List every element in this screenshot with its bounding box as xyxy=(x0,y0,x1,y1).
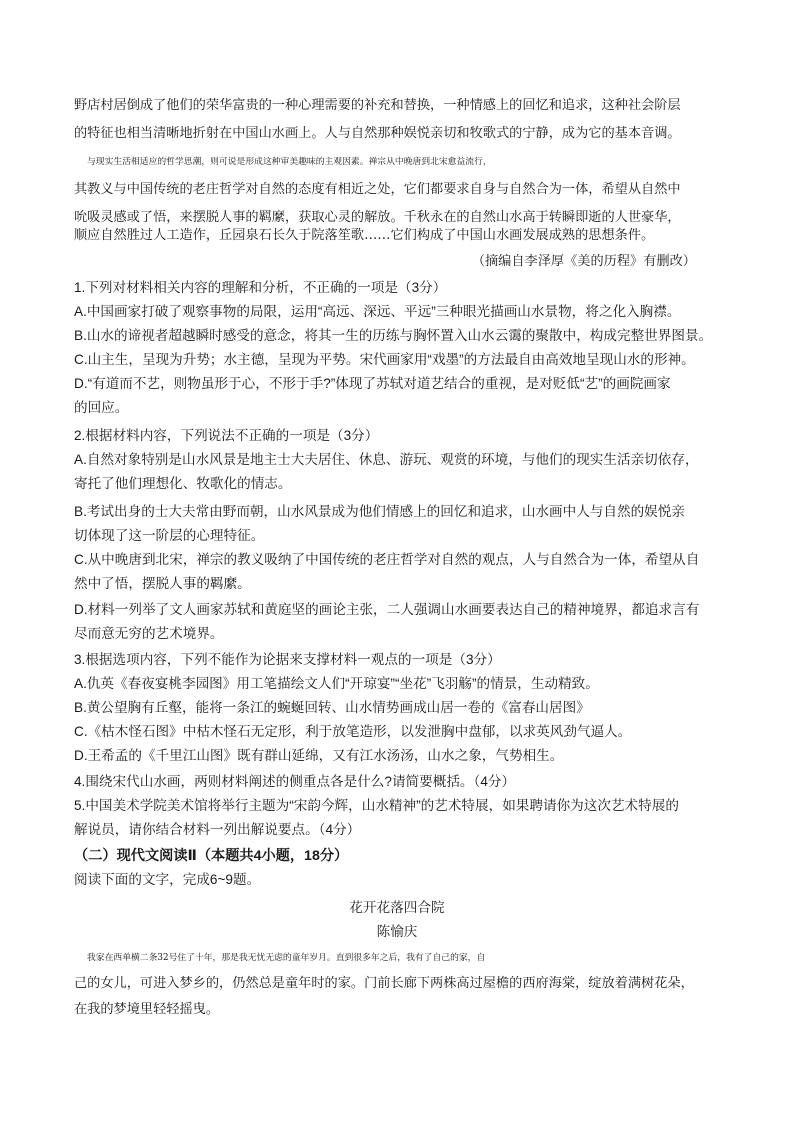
question-2-option-c-cont: 然中了悟，摆脱人事的羁縻。 xyxy=(74,576,251,591)
question-1-option-d: D.“有道而不艺，则物虽形于心，不形于手?”体现了苏轼对道艺结合的重视，是对贬低“艺”的画院画家 xyxy=(74,376,671,391)
article-paragraph-line: 在我的梦境里轻轻摇曳。 xyxy=(74,1002,220,1017)
question-2-option-d: D.材料一列举了文人画家苏轼和黄庭坚的画论主张，二人强调山水画要表达自己的精神境界，都追求言有 xyxy=(74,602,700,617)
question-1-option-a: A.中国画家打破了观察事物的局限，运用“高远、深远、平远”三种眼光描画山水景物，将之化入胸襟。 xyxy=(74,304,681,319)
question-2-option-a: A.自然对象特别是山水风景是地主士大夫居住、休息、游玩、观赏的环境，与他们的现实生活亲切依存， xyxy=(74,452,699,467)
question-3-option-a: A.仇英《春夜宴桃李园图》用工笔描绘文人们“开琼宴”“坐花”飞羽觞”的情景，生动精致。 xyxy=(74,676,599,691)
question-5-cont: 解说员，请你结合材料一列出解说要点。（4分） xyxy=(74,822,361,837)
question-1-option-b: B.山水的谛视者超越瞬时感受的意念，将其一生的历练与胸怀置入山水云霭的聚散中，构成完整世界图景。 xyxy=(74,328,713,343)
article-title: 花开花落四合院 xyxy=(349,900,445,915)
question-2-stem: 2.根据材料内容，下列说法不正确的一项是（3分） xyxy=(74,428,379,443)
question-2-option-b: B.考试出身的士大夫常由野而朝，山水风景成为他们情感上的回忆和追求，山水画中人与自然的娱悦亲 xyxy=(74,504,685,519)
question-2-option-b-cont: 切体现了这一阶层的心理特征。 xyxy=(74,528,265,543)
question-1-option-c: C.山主生，呈现为升势；水主德，呈现为平势。宋代画家用“戏墨”的方法最自由高效地呈现山水的形神。 xyxy=(74,352,695,367)
material-one-line: 与现实生活相适应的哲学思潮，则可说是形成这种审美趣味的主观因素。禅宗从中晚唐到北宋愈益流行， xyxy=(87,157,492,167)
question-3-option-c: C.《枯木怪石图》中枯木怪石无定形，利于放笔造形，以发泄胸中盘郁，以求英风劲气逼人。 xyxy=(74,724,632,739)
material-one-line: 野店村居倒成了他们的荣华富贵的一种心理需要的补充和替换，一种情感上的回忆和追求，这种社会阶层 xyxy=(74,98,681,113)
question-3-stem: 3.根据选项内容，下列不能作为论据来支撑材料一观点的一项是（3分） xyxy=(74,652,501,667)
question-4: 4.围绕宋代山水画，两则材料阐述的侧重点各是什么?请简要概括。（4分） xyxy=(74,774,516,789)
section-heading: （二）现代文阅读Ⅱ（本题共4小题，18分） xyxy=(74,848,349,864)
material-one-line: 其教义与中国传统的老庄哲学对自然的态度有相近之处，它们都要求自身与自然合为一体，希望从自然中 xyxy=(74,182,681,197)
question-1-option-d-cont: 的回应。 xyxy=(74,400,129,415)
source-citation: （摘编自李泽厚《美的历程》有删改） xyxy=(471,254,696,269)
question-2-option-c: C.从中晚唐到北宋，禅宗的教义吸纳了中国传统的老庄哲学对自然的观点，人与自然合为一体，希望从自 xyxy=(74,552,700,567)
question-2-option-d-cont: 尽而意无穷的艺术境界。 xyxy=(74,626,224,641)
article-author: 陈愉庆 xyxy=(376,924,418,939)
question-5: 5.中国美术学院美术馆将举行主题为“宋韵今辉，山水精神”的艺术特展，如果聘请你为这次艺术特展的 xyxy=(74,798,679,813)
article-paragraph-line: 我家在西单横二条32号住了十年，那是我无忧无虑的童年岁月。直到很多年之后，我有了自己的家，自 xyxy=(87,953,486,963)
question-3-option-d: D.王希孟的《千里江山图》既有群山延绵，又有江水汤汤，山水之象，气势相生。 xyxy=(74,748,564,763)
question-2-option-a-cont: 寄托了他们理想化、牧歌化的情志。 xyxy=(74,476,292,491)
material-one-line: 的特征也相当清晰地折射在中国山水画上。人与自然那种娱悦亲切和牧歌式的宁静，成为它的基本音调。 xyxy=(74,126,681,141)
material-one-line: 吮吸灵感或了悟，来摆脱人事的羁縻，获取心灵的解放。千秋永在的自然山水高于转瞬即逝的人世豪华， xyxy=(74,210,681,225)
material-one-line: 顺应自然胜过人工造作，丘园泉石长久于院落笙歌……它们构成了中国山水画发展成熟的思想条件。 xyxy=(74,228,655,243)
article-paragraph-line: 己的女儿，可进入梦乡的，仍然总是童年时的家。门前长廊下两株高过屋檐的西府海棠，绽放着满树花朵， xyxy=(74,976,694,991)
question-3-option-b: B.黄公望胸有丘壑，能将一条江的蜿蜒回转、山水情势画成山居一卷的《富春山居图》 xyxy=(74,700,590,715)
question-1-stem: 1.下列对材料相关内容的理解和分析，不正确的一项是（3分） xyxy=(74,280,447,295)
reading-instruction: 阅读下面的文字，完成6~9题。 xyxy=(74,872,261,887)
